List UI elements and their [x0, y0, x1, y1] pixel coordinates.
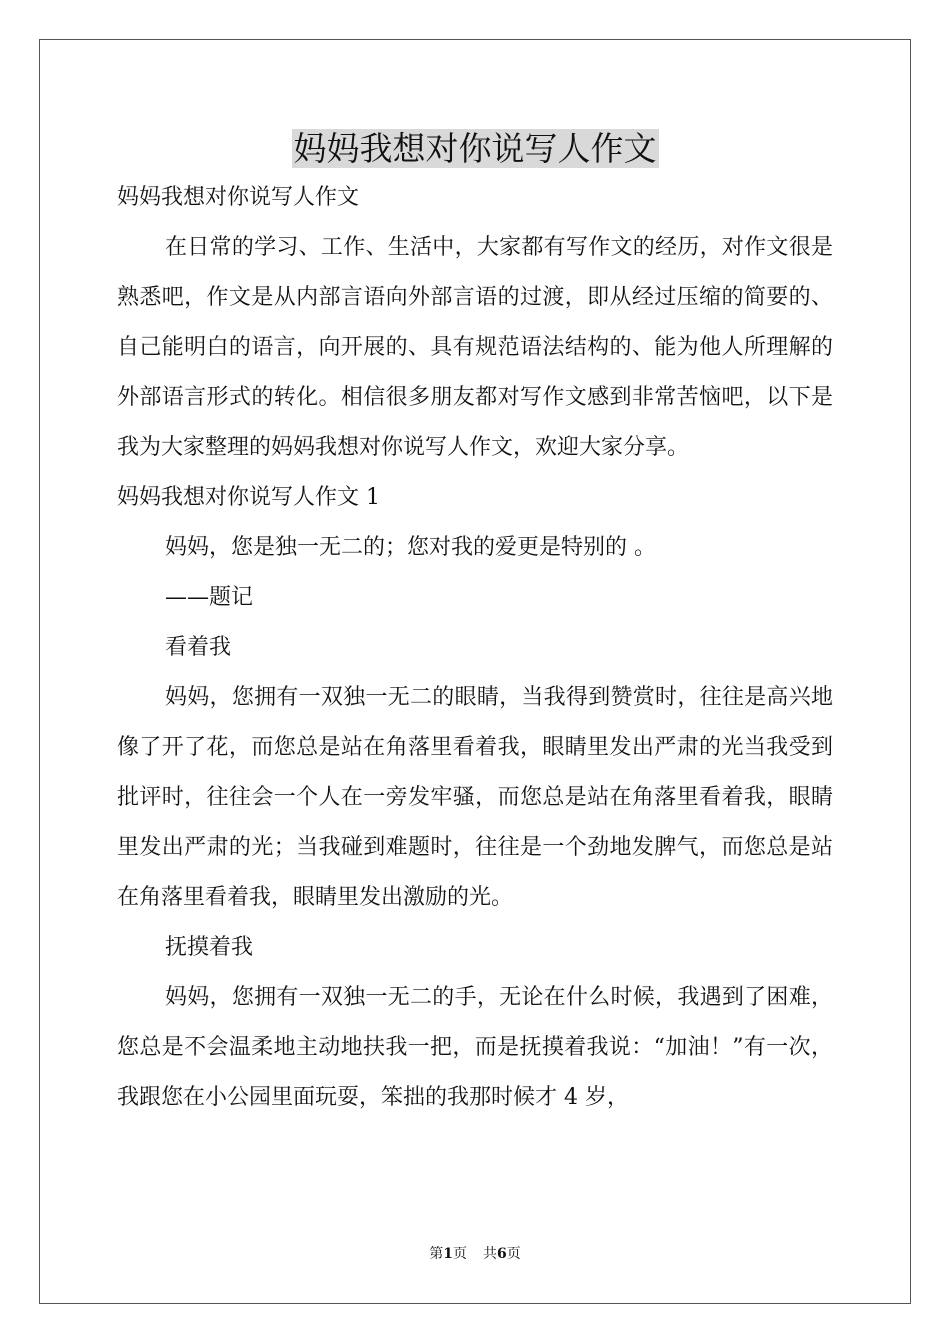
paragraph-epigraph: 妈妈，您是独一无二的；您对我的爱更是特别的 。	[165, 535, 656, 560]
paragraph-subheading-caressing: 抚摸着我	[165, 935, 254, 960]
document-title	[0, 124, 950, 174]
footer-total-prefix: 共	[483, 1246, 497, 1262]
footer-page-number: 1	[443, 1246, 453, 1262]
paragraph-eyes: 妈妈，您拥有一双独一无二的眼睛，当我得到赞赏时，往往是高兴地像了开了花，而您总是站在角落里看着我，眼睛里发出严肃的光当我受到批评时，往往会一个人在一旁发牢骚，而您总是站在角落里看着我，眼睛里发出严肃的光；当我碰到难题时，往往是一个劲地发脾气，而您总是站在角落里看着我，眼睛里发出激励的光。	[117, 685, 833, 910]
footer-total-suffix: 页	[506, 1246, 521, 1262]
paragraph-intro: 在日常的学习、工作、生活中，大家都有写作文的经历，对作文很是熟悉吧，作文是从内部言语向外部言语的过渡，即从经过压缩的简要的、自己能明白的语言，向开展的、具有规范语法结构的、能为他人所理解的外部语言形式的转化。相信很多朋友都对写作文感到非常苦恼吧，以下是我为大家整理的妈妈我想对你说写人作文，欢迎大家分享。	[117, 235, 833, 460]
paragraph-epigraph-attribution: ——题记	[165, 585, 254, 610]
paragraph-subtitle: 妈妈我想对你说写人作文	[117, 185, 360, 210]
paragraph-section-heading: 妈妈我想对你说写人作文 1	[117, 485, 380, 510]
paragraph-subheading-looking: 看着我	[165, 635, 232, 660]
footer-page-prefix: 第	[429, 1246, 444, 1262]
footer-page-suffix: 页	[453, 1246, 467, 1262]
document-title-text: 妈妈我想对你说写人作文	[293, 129, 657, 168]
paragraph-hands: 妈妈，您拥有一双独一无二的手，无论在什么时候，我遇到了困难，您总是不会温柔地主动地扶我一把，而是抚摸着我说：“加油！”有一次，我跟您在小公园里面玩耍，笨拙的我那时候才 4 岁，	[117, 985, 833, 1110]
footer-total-pages: 6	[497, 1246, 507, 1262]
document-body	[117, 173, 833, 1123]
page-footer	[0, 1244, 950, 1264]
